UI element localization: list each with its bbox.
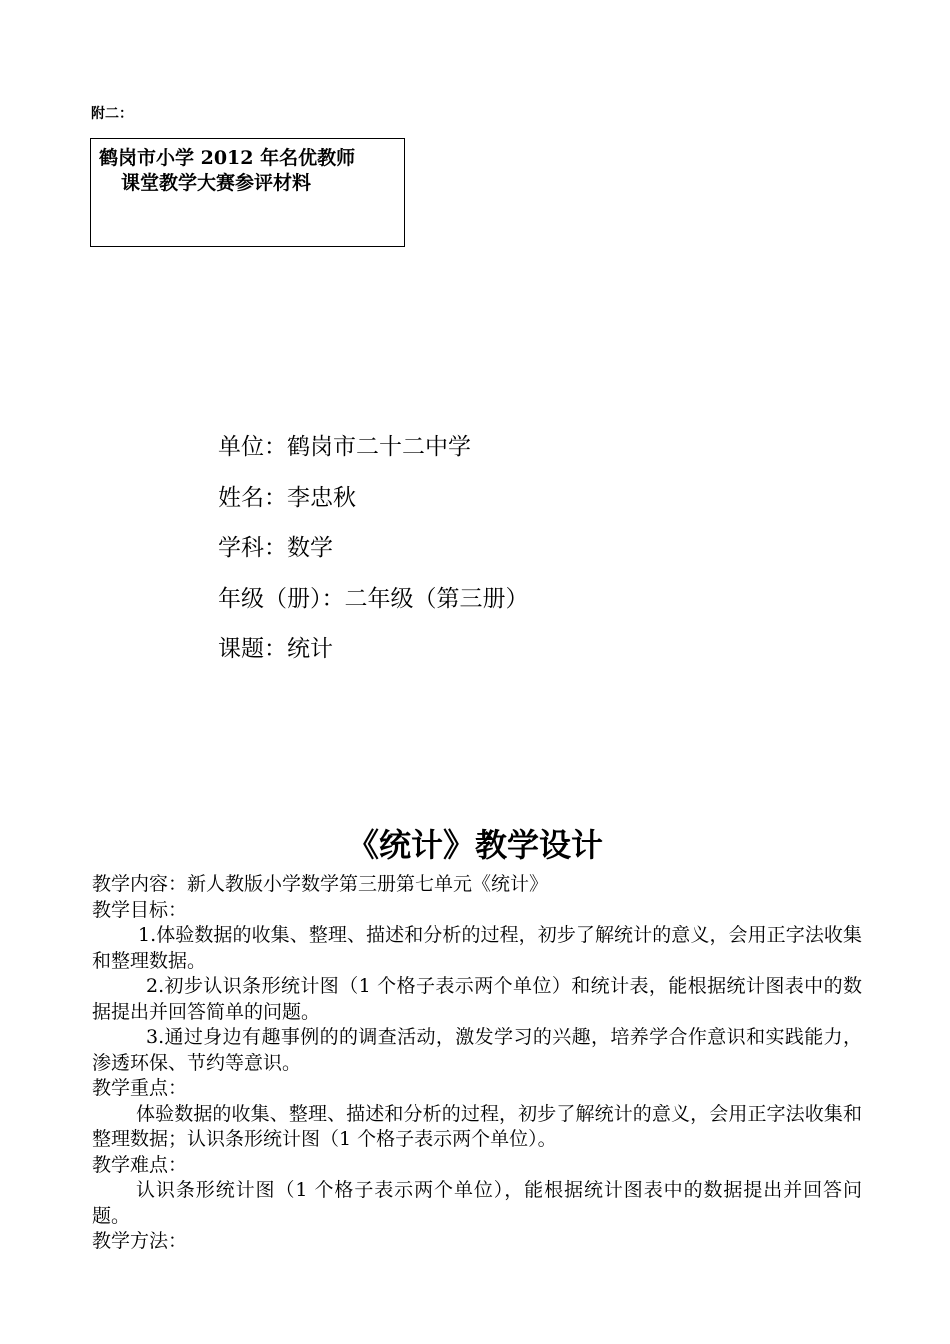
difficulty-heading: 教学难点： bbox=[92, 1153, 188, 1176]
info-subject: 学科：数学 bbox=[218, 535, 333, 561]
design-title: 《统计》教学设计 bbox=[346, 826, 603, 864]
goal-1: 1.体验数据的收集、整理、描述和分析的过程，初步了解统计的意义，会用正字法收集和整理数据。 bbox=[92, 924, 862, 972]
contest-title-line2: 课堂教学大赛参评材料 bbox=[121, 172, 312, 194]
goal-2: 2.初步认识条形统计图（1 个格子表示两个单位）和统计表，能根据统计图表中的数据提出并回答简单的问题。 bbox=[92, 975, 862, 1023]
design-content bbox=[92, 872, 862, 1255]
info-grade: 年级（册）：二年级（第三册） bbox=[218, 585, 529, 612]
info-topic: 课题：统计 bbox=[218, 636, 333, 662]
difficulty-text: 认识条形统计图（1 个格子表示两个单位），能根据统计图表中的数据提出并回答问题。 bbox=[92, 1179, 862, 1227]
contest-title-box bbox=[90, 138, 405, 247]
info-name: 姓名：李忠秋 bbox=[218, 484, 356, 511]
info-unit: 单位：鹤岗市二十二中学 bbox=[218, 434, 471, 460]
annex-label: 附二： bbox=[91, 106, 133, 122]
contest-title-line1: 鹤岗市小学 2012 年名优教师 bbox=[99, 147, 356, 169]
teaching-content: 教学内容：新人教版小学数学第三册第七单元《统计》 bbox=[92, 873, 549, 895]
key-heading: 教学重点： bbox=[92, 1077, 188, 1099]
author-info bbox=[218, 430, 529, 683]
goals-heading: 教学目标： bbox=[92, 898, 188, 921]
key-text: 体验数据的收集、整理、描述和分析的过程，初步了解统计的意义，会用正字法收集和整理数据；认识条形统计图（1 个格子表示两个单位）。 bbox=[92, 1102, 862, 1150]
method-heading: 教学方法： bbox=[92, 1230, 188, 1252]
goal-3: 3.通过身边有趣事例的的调查活动，激发学习的兴趣，培养学合作意识和实践能力，渗透环保、节约等意识。 bbox=[92, 1026, 862, 1074]
